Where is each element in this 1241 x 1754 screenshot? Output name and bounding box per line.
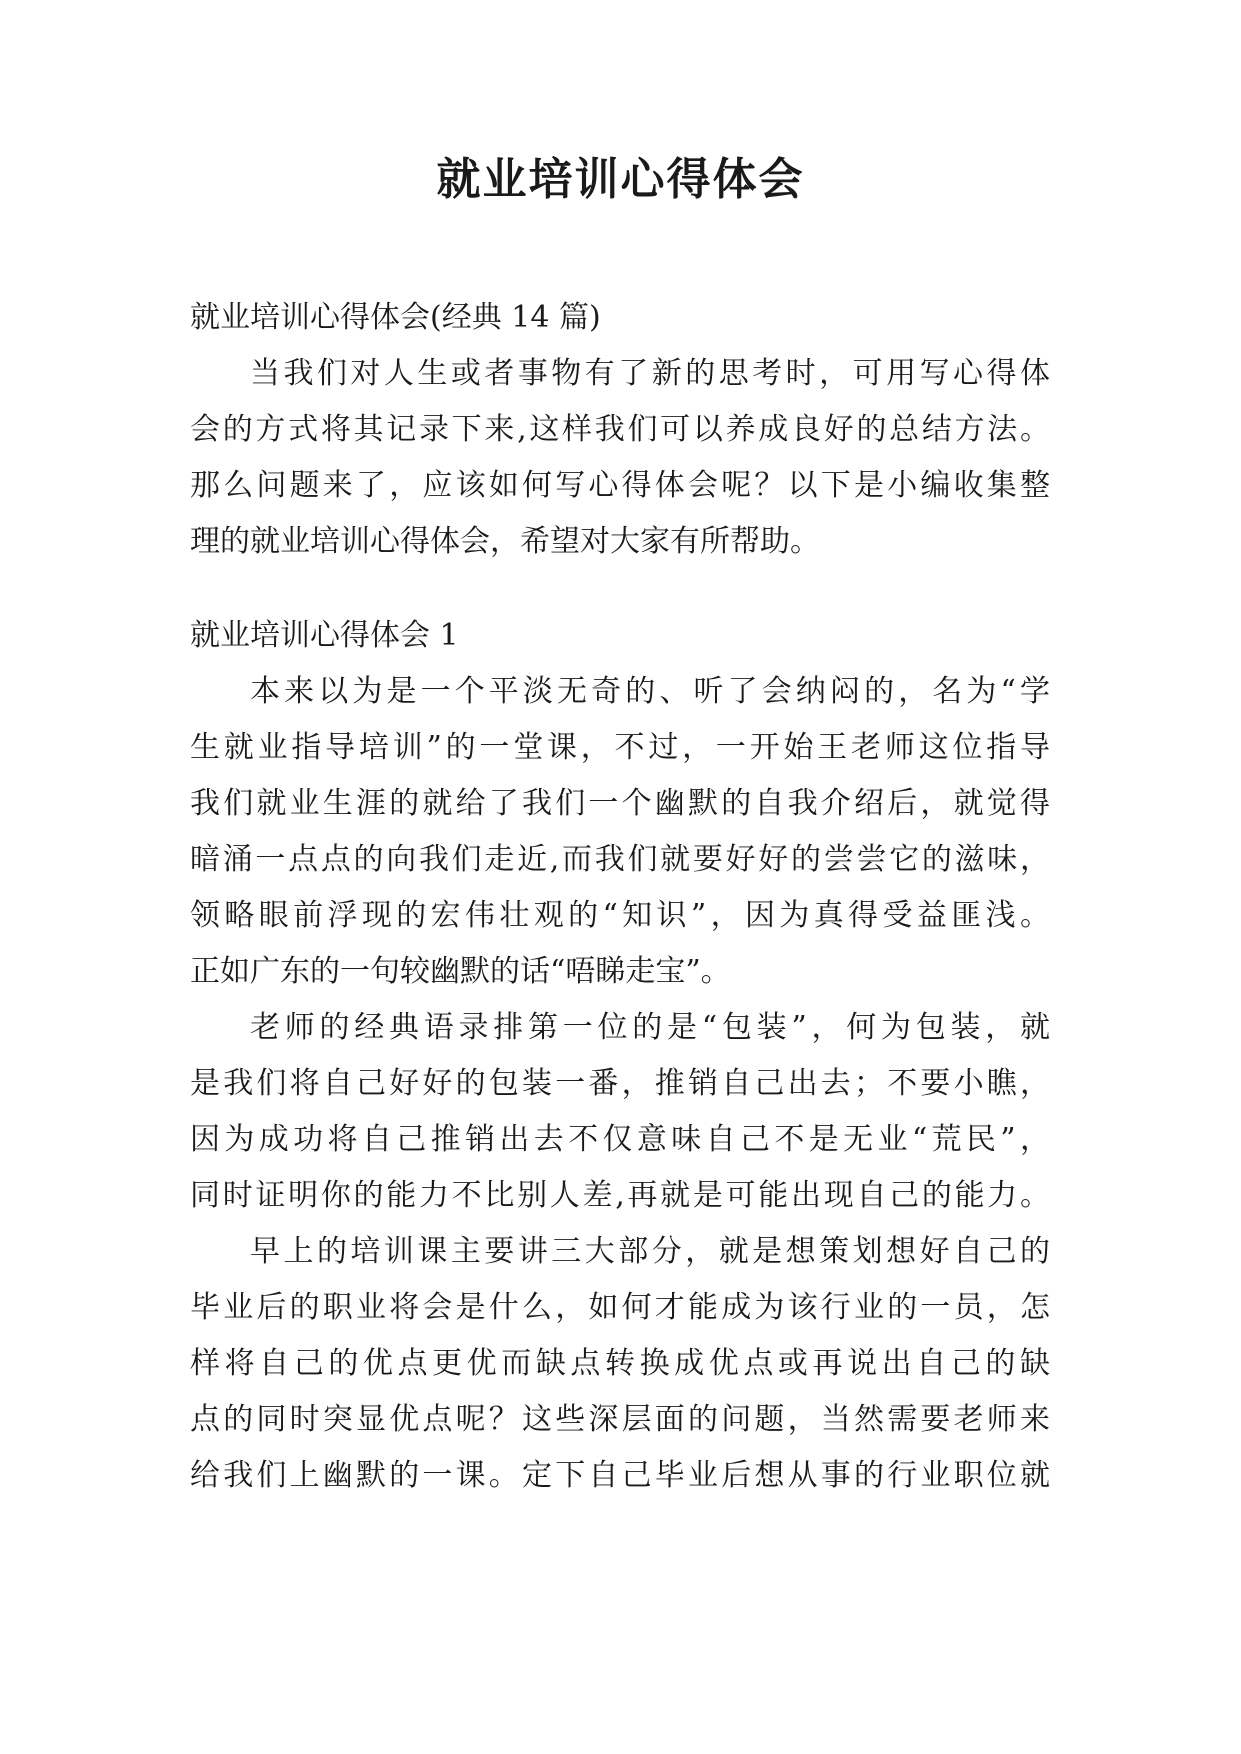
paragraph-line: 样将自己的优点更优而缺点转换成优点或再说出自己的缺	[190, 1346, 1050, 1381]
paragraph-line: 当我们对人生或者事物有了新的思考时，可用写心得体	[250, 356, 1050, 391]
paragraph-line: 给我们上幽默的一课。定下自己毕业后想从事的行业职位就	[190, 1458, 1050, 1493]
paragraph-line: 那么问题来了，应该如何写心得体会呢？以下是小编收集整	[190, 468, 1050, 503]
paragraph-line: 毕业后的职业将会是什么，如何才能成为该行业的一员，怎	[190, 1290, 1050, 1325]
section-heading: 就业培训心得体会(经典 14 篇)	[190, 300, 601, 335]
paragraph-line: 理的就业培训心得体会，希望对大家有所帮助。	[190, 524, 820, 559]
paragraph-line: 本来以为是一个平淡无奇的、听了会纳闷的，名为“学	[250, 674, 1050, 709]
paragraph-line: 点的同时突显优点呢？这些深层面的问题，当然需要老师来	[190, 1402, 1050, 1437]
section-heading: 就业培训心得体会 1	[190, 618, 459, 653]
paragraph-line: 早上的培训课主要讲三大部分，就是想策划想好自己的	[250, 1234, 1050, 1269]
paragraph-line: 生就业指导培训”的一堂课，不过，一开始王老师这位指导	[190, 730, 1050, 765]
paragraph-line: 同时证明你的能力不比别人差,再就是可能出现自己的能力。	[190, 1178, 1050, 1213]
paragraph-line: 会的方式将其记录下来,这样我们可以养成良好的总结方法。	[190, 412, 1050, 447]
paragraph-line: 是我们将自己好好的包装一番，推销自己出去；不要小瞧，	[190, 1066, 1050, 1101]
section-gap	[190, 570, 1050, 608]
paragraph-line: 我们就业生涯的就给了我们一个幽默的自我介绍后，就觉得	[190, 786, 1050, 821]
document-body	[190, 290, 1050, 1504]
paragraph-line: 因为成功将自己推销出去不仅意味自己不是无业“荒民”，	[190, 1122, 1050, 1157]
paragraph-line: 正如广东的一句较幽默的话“唔睇走宝”。	[190, 954, 731, 989]
document-title: 就业培训心得体会	[436, 154, 805, 205]
paragraph-line: 暗涌一点点的向我们走近,而我们就要好好的尝尝它的滋味，	[190, 842, 1050, 877]
paragraph-line: 老师的经典语录排第一位的是“包装”，何为包装，就	[250, 1010, 1050, 1045]
paragraph-line: 领略眼前浮现的宏伟壮观的“知识”，因为真得受益匪浅。	[190, 898, 1050, 933]
